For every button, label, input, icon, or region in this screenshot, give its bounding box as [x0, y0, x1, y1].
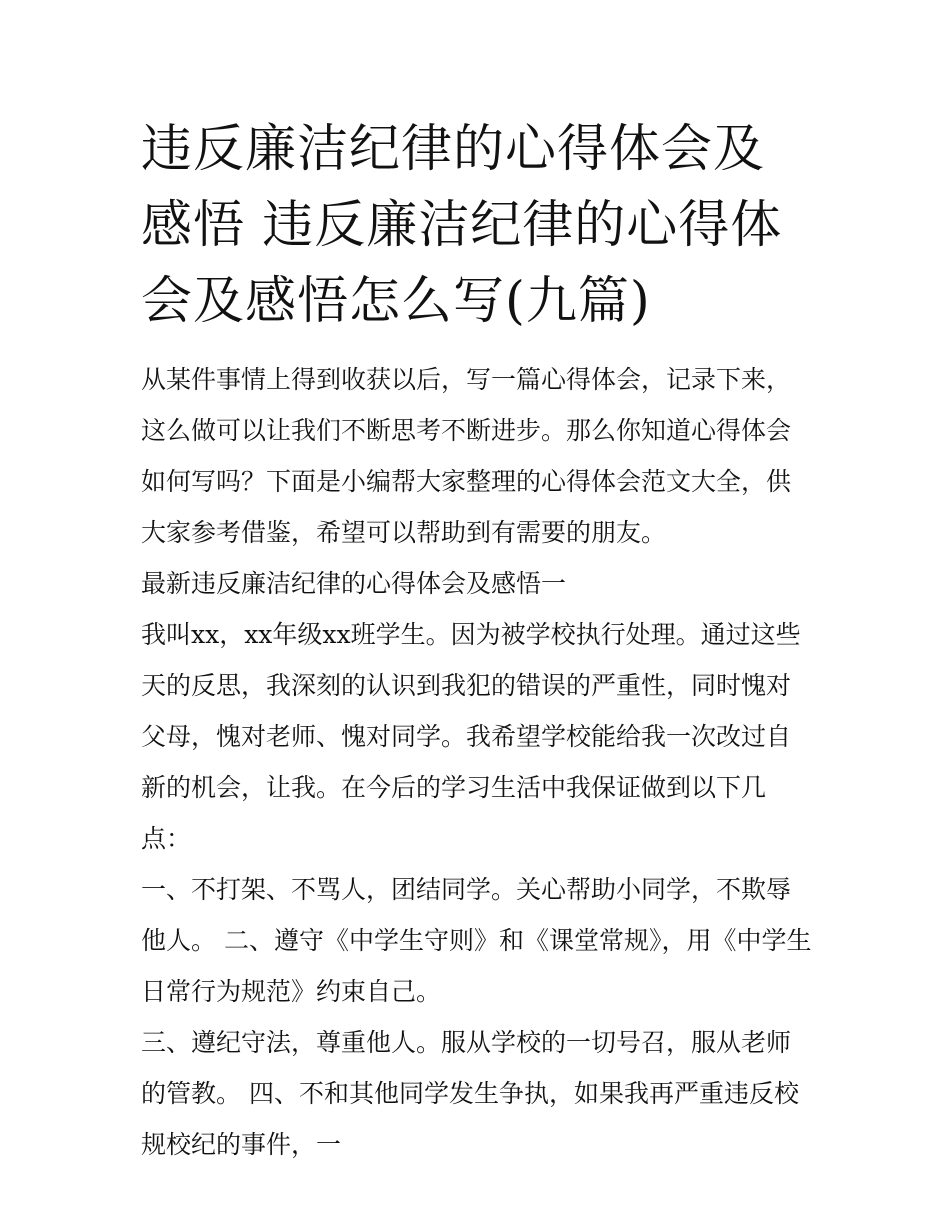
body-paragraph: 三、遵纪守法，尊重他人。服从学校的一切号召，服从老师的管教。 四、不和其他同学发生争执，如果我再严重违反校规校纪的事件，一 — [141, 1028, 799, 1159]
document-body — [141, 354, 813, 1170]
section-heading: 最新违反廉洁纪律的心得体会及感悟一 — [141, 569, 567, 598]
body-paragraph: 我叫xx，xx年级xx班学生。因为被学校执行处理。通过这些天的反思，我深刻的认识到我犯的错误的严重性，同时愧对父母，愧对老师、愧对同学。我希望学校能给我一次改过自新的机会，让我。在今后的学习生活中我保证做到以下几点： — [141, 620, 801, 853]
intro-paragraph: 从某件事情上得到收获以后，写一篇心得体会，记录下来，这么做可以让我们不断思考不断进步。那么你知道心得体会如何写吗？下面是小编帮大家整理的心得体会范文大全，供大家参考借鉴，希望可以帮助到有需要的朋友。 — [141, 365, 792, 547]
document-content — [141, 112, 813, 1170]
body-paragraph: 一、不打架、不骂人，团结同学。关心帮助小同学，不欺辱他人。 二、遵守《中学生守则》和《课堂常规》，用《中学生日常行为规范》约束自己。 — [141, 875, 812, 1006]
document-title: 违反廉洁纪律的心得体会及感悟 违反廉洁纪律的心得体会及感悟怎么写(九篇) — [141, 120, 783, 331]
